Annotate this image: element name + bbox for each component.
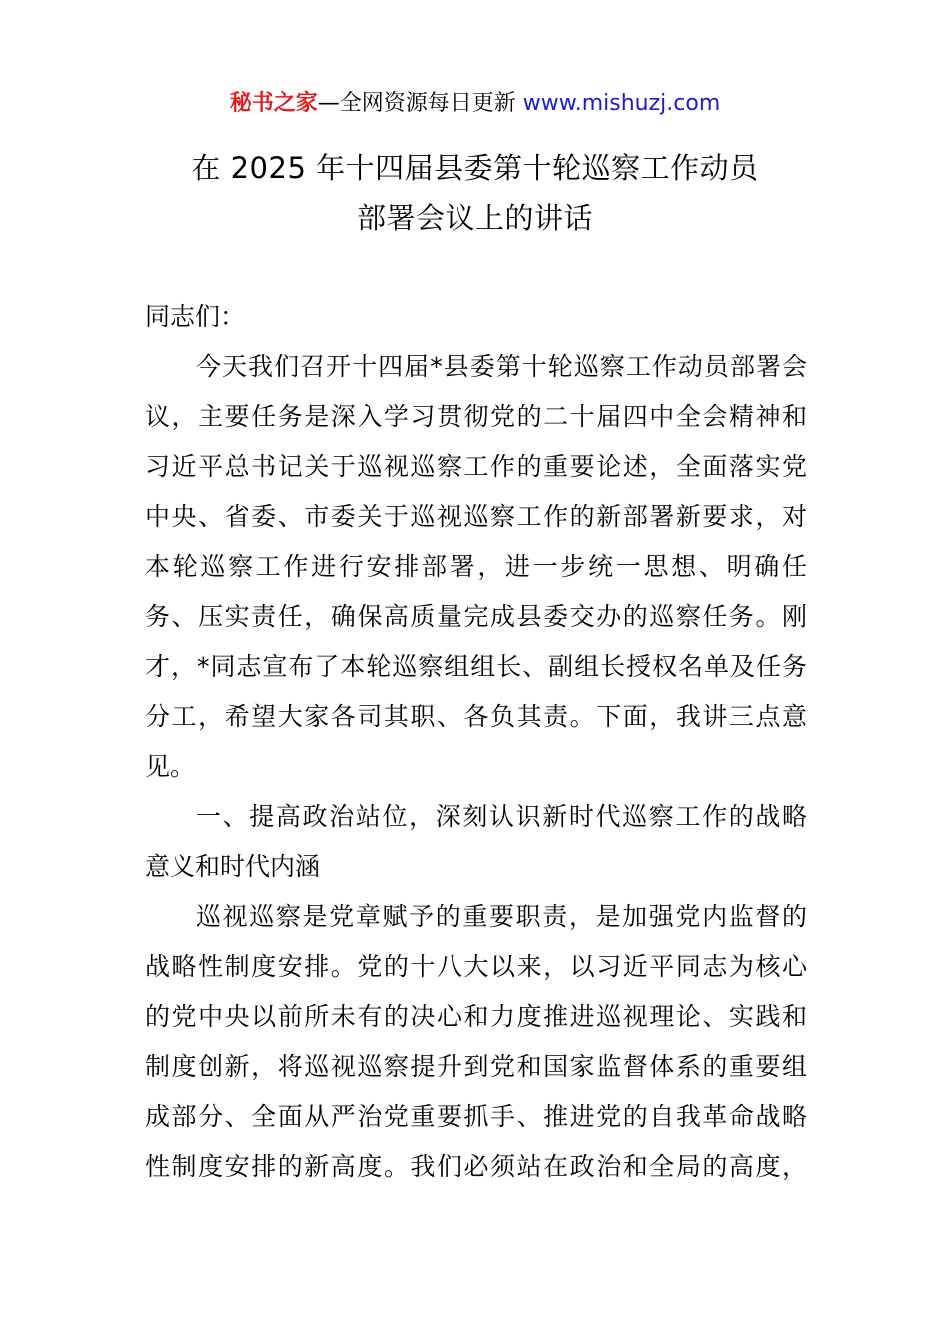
body-line: 分工，希望大家各司其职、各负其责。下面，我讲三点意 (145, 702, 807, 731)
body-line: 成部分、全面从严治党重要抓手、推进党的自我革命战略 (145, 1102, 807, 1131)
body-line: 今天我们召开十四届*县委第十轮巡察工作动员部署会 (196, 352, 807, 381)
brand-name: 秘书之家 (229, 91, 318, 116)
body-line: 制度创新，将巡视巡察提升到党和国家监督体系的重要组 (145, 1052, 807, 1081)
body-line: 性制度安排的新高度。我们必须站在政治和全局的高度， (145, 1152, 807, 1181)
body-line: 本轮巡察工作进行安排部署，进一步统一思想、明确任 (145, 552, 807, 581)
document-title-line-1: 在 2025 年十四届县委第十轮巡察工作动员 (191, 151, 759, 185)
header-tagline: —全网资源每日更新 (317, 91, 523, 116)
document-body (145, 297, 807, 1197)
body-line: 见。 (145, 752, 196, 781)
body-line: 巡视巡察是党章赋予的重要职责，是加强党内监督的 (196, 902, 807, 931)
section-heading-line: 一、提高政治站位，深刻认识新时代巡察工作的战略 (196, 802, 807, 831)
body-line: 议，主要任务是深入学习贯彻党的二十届四中全会精神和 (145, 402, 807, 431)
body-line: 才，*同志宣布了本轮巡察组组长、副组长授权名单及任务 (145, 652, 807, 681)
body-line: 的党中央以前所未有的决心和力度推进巡视理论、实践和 (145, 1002, 807, 1031)
salutation: 同志们： (145, 302, 246, 331)
section-heading-line: 意义和时代内涵 (145, 852, 321, 881)
body-line: 习近平总书记关于巡视巡察工作的重要论述，全面落实党 (145, 452, 807, 481)
body-line: 战略性制度安排。党的十八大以来，以习近平同志为核心 (145, 952, 807, 981)
document-title-line-2: 部署会议上的讲话 (356, 201, 593, 235)
site-url-link[interactable]: www.mishuzj.com (522, 91, 721, 116)
body-line: 务、压实责任，确保高质量完成县委交办的巡察任务。刚 (145, 602, 807, 631)
site-header (0, 88, 950, 120)
body-line: 中央、省委、市委关于巡视巡察工作的新部署新要求，对 (145, 502, 807, 531)
